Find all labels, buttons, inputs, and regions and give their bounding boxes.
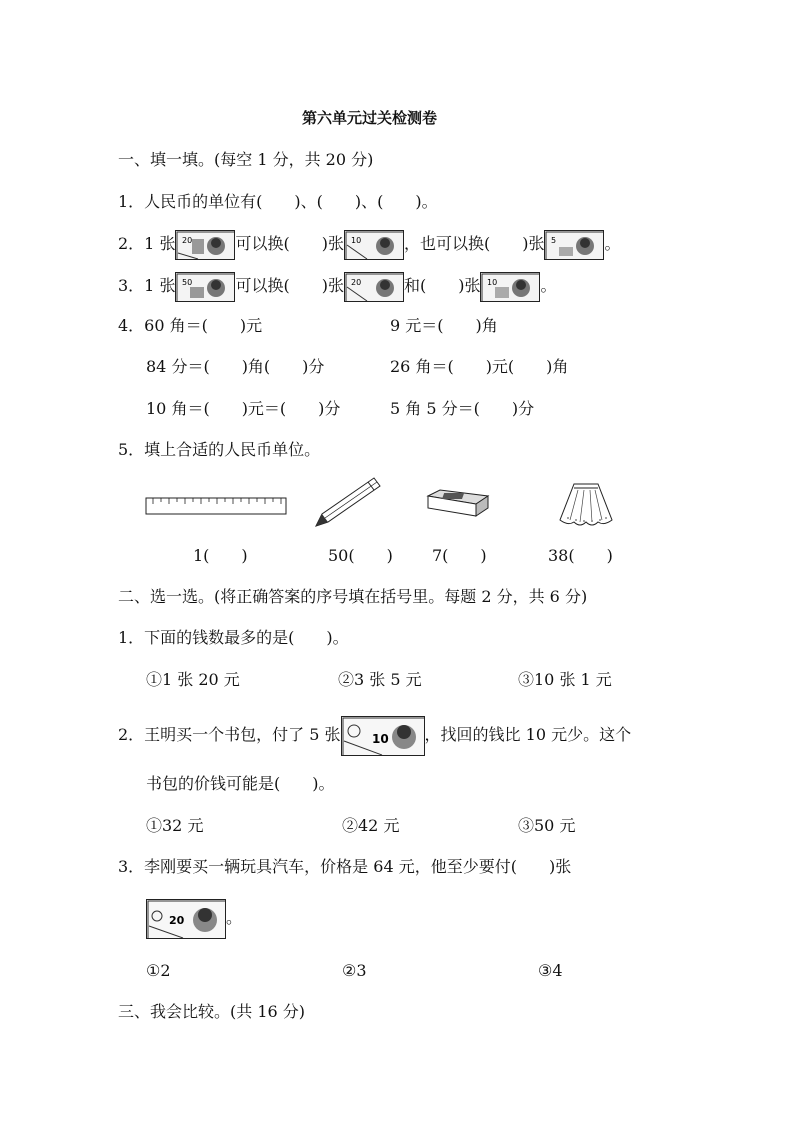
s2-q3-option-2: ②3 <box>342 961 367 980</box>
s2-q1: 1．下面的钱数最多的是( )。 <box>118 628 349 647</box>
banknote-10-icon <box>344 230 404 260</box>
s2-q3: 3．李刚要买一辆玩具汽车，价格是 64 元，他至少要付( )张 <box>118 857 572 876</box>
banknote-20-icon <box>146 899 226 939</box>
s1-q5-item-eraser-label: 7( ) <box>432 546 487 565</box>
skirt-icon <box>554 480 618 530</box>
s2-q3-line2 <box>146 897 242 939</box>
s2-q2-text-b: ，找回的钱比 10 元少。这个 <box>424 725 632 744</box>
s1-q3-text-b: 可以换( )张 <box>235 276 344 295</box>
s2-q3-text-after: 。 <box>226 908 243 927</box>
s2-q1-option-2: ②3 张 5 元 <box>338 670 422 689</box>
banknote-20-icon <box>344 272 404 302</box>
s2-q2-text-a: 2．王明买一个书包，付了 5 张 <box>118 725 341 744</box>
eraser-icon <box>424 488 492 518</box>
s1-q2-text-a: 2．1 张 <box>118 234 176 253</box>
s2-q2-option-1: ①32 元 <box>146 816 204 835</box>
s1-q2 <box>118 226 620 262</box>
svg-text:50: 50 <box>182 277 193 287</box>
banknote-20-icon <box>175 230 235 260</box>
s1-q5-item-skirt-label: 38( ) <box>548 546 613 565</box>
s2-q3-option-1: ①2 <box>146 961 171 980</box>
section2-heading: 二、选一选。(将正确答案的序号填在括号里。每题 2 分，共 6 分) <box>118 587 588 606</box>
s2-q1-option-3: ③10 张 1 元 <box>518 670 612 689</box>
banknote-50-icon <box>175 272 235 302</box>
s1-q3-text-d: 。 <box>540 276 557 295</box>
s1-q3-text-c: 和( )张 <box>403 276 481 295</box>
s1-q5: 5．填上合适的人民币单位。 <box>118 440 321 459</box>
s1-q4-r2c1: 84 分＝( )角( )分 <box>146 357 325 376</box>
banknote-10-icon <box>480 272 540 302</box>
s1-q2-text-b: 可以换( )张 <box>235 234 344 253</box>
s1-q4-r3c1: 10 角＝( )元＝( )分 <box>146 399 341 418</box>
svg-text:5: 5 <box>551 235 557 245</box>
s1-q4-r1c1: 4．60 角＝( )元 <box>118 316 263 335</box>
s2-q2-line2: 书包的价钱可能是( )。 <box>146 774 335 793</box>
svg-text:20: 20 <box>169 913 185 927</box>
page-title: 第六单元过关检测卷 <box>302 109 438 127</box>
s1-q2-text-d: 。 <box>604 234 621 253</box>
banknote-10-icon <box>341 716 425 756</box>
section1-heading: 一、填一填。(每空 1 分，共 20 分) <box>118 150 374 169</box>
s1-q3 <box>118 268 556 304</box>
svg-text:10: 10 <box>371 731 389 746</box>
s1-q4-r1c2: 9 元＝( )角 <box>390 316 498 335</box>
s1-q2-text-c: ，也可以换( )张 <box>403 234 545 253</box>
svg-text:20: 20 <box>182 235 193 245</box>
s2-q2 <box>118 712 631 758</box>
s1-q4-r2c2: 26 角＝( )元( )角 <box>390 357 569 376</box>
svg-text:20: 20 <box>350 277 362 287</box>
s1-q1: 1．人民币的单位有( )、( )、( )。 <box>118 192 438 211</box>
banknote-5-icon <box>544 230 604 260</box>
section3-heading: 三、我会比较。(共 16 分) <box>118 1002 306 1021</box>
s2-q3-option-3: ③4 <box>538 961 563 980</box>
ruler-icon <box>145 496 287 516</box>
s1-q5-item-ruler-label: 1( ) <box>193 546 248 565</box>
s1-q3-text-a: 3．1 张 <box>118 276 176 295</box>
s2-q2-option-2: ②42 元 <box>342 816 400 835</box>
s2-q1-option-1: ①1 张 20 元 <box>146 670 240 689</box>
s2-q2-option-3: ③50 元 <box>518 816 576 835</box>
s1-q5-item-pencil-label: 50( ) <box>328 546 393 565</box>
pencil-icon <box>312 474 382 530</box>
svg-text:10: 10 <box>487 277 498 287</box>
s1-q4-r3c2: 5 角 5 分＝( )分 <box>390 399 535 418</box>
svg-text:10: 10 <box>350 235 362 245</box>
